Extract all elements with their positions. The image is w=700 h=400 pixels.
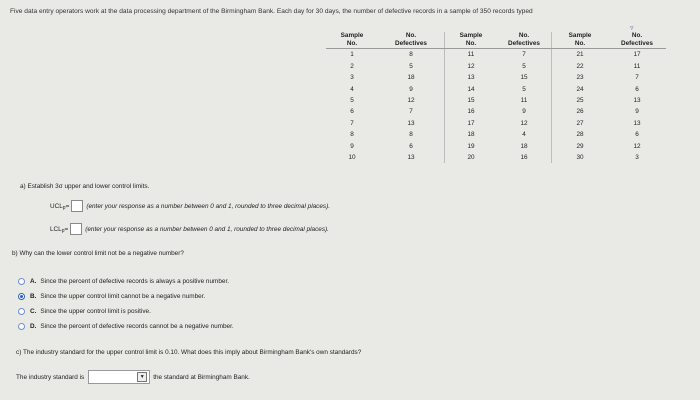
option-d[interactable]: [18, 323, 234, 330]
table-row: 8 8 18 4 28 6: [326, 129, 666, 140]
table-row: 2 5 12 5 22 11: [326, 61, 666, 72]
col-header-defectives-2: No. Defectives: [497, 32, 552, 49]
dropdown-arrow-icon[interactable]: ▼: [137, 372, 147, 382]
industry-standard-dropdown[interactable]: [88, 370, 150, 384]
option-a[interactable]: [18, 278, 229, 285]
industry-standard-prefix: The industry standard is: [16, 373, 85, 381]
col-header-sample-1: Sample No.: [326, 32, 378, 49]
option-d-radio[interactable]: [18, 323, 25, 330]
problem-intro: Five data entry operators work at the data processing department of the Birmingham Bank. Each day for 30 days, the number of defective records in a sample of 350 records typed: [10, 8, 533, 15]
table-row: 3 18 13 15 23 7: [326, 72, 666, 83]
col-header-sample-3: Sample No.: [552, 32, 609, 49]
lcl-equals: =: [64, 225, 69, 233]
option-d-text: Since the percent of defective records cannot be a negative number.: [40, 323, 234, 330]
part-b-prompt: b) Why can the lower control limit not be a negative number?: [12, 250, 184, 257]
col-header-defectives-3: No. Defectives: [608, 32, 666, 49]
option-c-letter: C.: [30, 308, 37, 315]
option-b[interactable]: [18, 293, 205, 300]
table-row: 6 7 16 9 26 9: [326, 106, 666, 117]
option-c[interactable]: [18, 308, 151, 315]
col-header-defectives-1: No. Defectives: [378, 32, 445, 49]
lcl-subscript: p: [61, 228, 65, 234]
table-row: 7 13 17 12 27 13: [326, 118, 666, 129]
table-row: 1 8 11 7 21 17: [326, 49, 666, 61]
part-c-prompt: c) The industry standard for the upper control limit is 0.10. What does this imply about Birmingham Bank's own standards?: [16, 349, 362, 356]
option-b-text: Since the upper control limit cannot be a negative number.: [40, 293, 206, 300]
defects-table: [326, 32, 666, 163]
ucl-hint: (enter your response as a number between 0 and 1, rounded to three decimal places).: [86, 202, 331, 210]
col-header-sample-2: Sample No.: [445, 32, 498, 49]
ucl-row: [50, 200, 330, 212]
ucl-input[interactable]: [71, 200, 83, 212]
option-d-letter: D.: [30, 323, 37, 330]
lcl-row: [50, 223, 329, 235]
ucl-subscript: p: [62, 205, 66, 211]
lcl-label: LCL: [50, 225, 62, 233]
industry-standard-row: [16, 370, 250, 384]
table-row: 4 9 14 5 24 6: [326, 84, 666, 95]
option-a-radio[interactable]: [18, 278, 25, 285]
lcl-input[interactable]: [70, 223, 82, 235]
table-header-row: [326, 32, 666, 49]
option-a-text: Since the percent of defective records is always a positive number.: [40, 278, 230, 285]
expand-chevron-icon[interactable]: ▿: [630, 25, 634, 32]
table-row: 10 13 20 16 30 3: [326, 152, 666, 163]
option-c-radio[interactable]: [18, 308, 25, 315]
option-c-text: Since the upper control limit is positive.: [40, 308, 151, 315]
lcl-hint: (enter your response as a number between 0 and 1, rounded to three decimal places).: [85, 225, 329, 233]
option-b-radio[interactable]: [18, 293, 25, 300]
part-a-prompt: a) Establish 3σ upper and lower control limits.: [20, 183, 150, 190]
table-row: 5 12 15 11 25 13: [326, 95, 666, 106]
ucl-equals: =: [65, 202, 70, 210]
option-b-letter: B.: [30, 293, 37, 300]
table-row: 9 6 19 18 29 12: [326, 141, 666, 152]
ucl-label: UCL: [50, 202, 63, 210]
industry-standard-suffix: the standard at Birmingham Bank.: [153, 373, 250, 381]
option-a-letter: A.: [30, 278, 37, 285]
